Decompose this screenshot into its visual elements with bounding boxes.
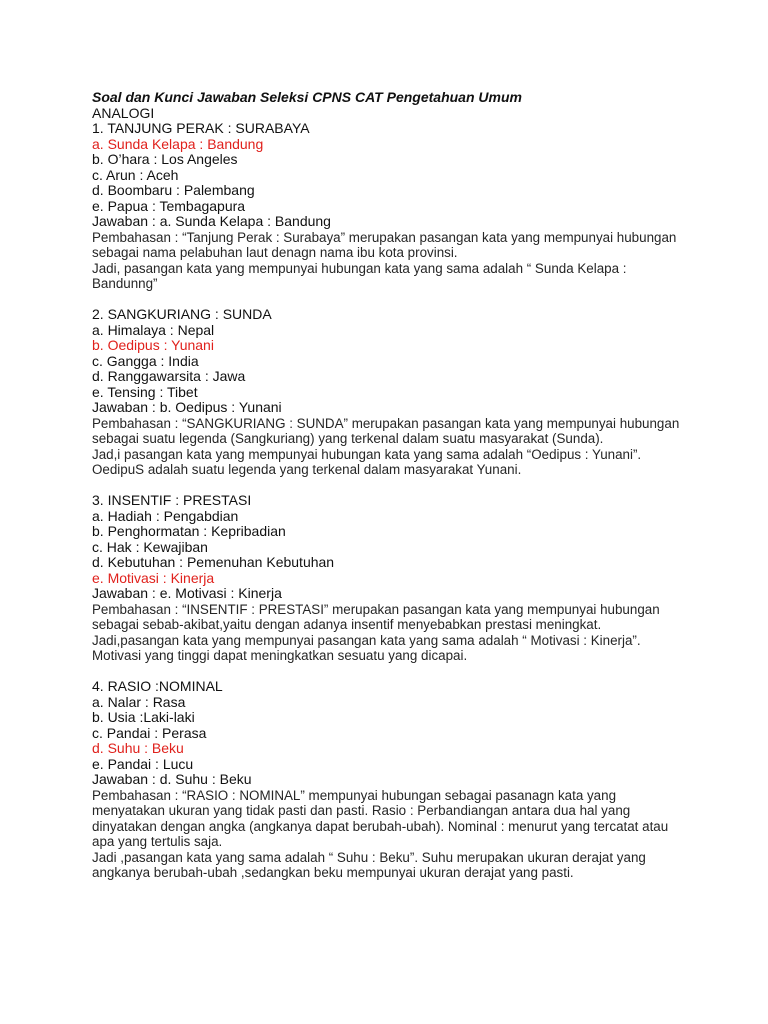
explanation-text: Pembahasan : “SANGKURIANG : SUNDA” merupakan pasangan kata yang mempunyai hubungan sebagai suatu legenda (Sangkuriang) yang terkenal dalam suatu masyarakat (Sunda).: [92, 415, 680, 446]
document-title: Soal dan Kunci Jawaban Seleksi CPNS CAT Pengetahuan Umum: [92, 89, 522, 105]
answer-option: a. Hadiah : Pengabdian: [92, 507, 239, 524]
answer-option: e. Pandai : Lucu: [92, 755, 194, 772]
explanation-text: Pembahasan : “RASIO : NOMINAL” mempunyai hubungan sebagai pasanagn kata yang menyatakan ukuran yang tidak pasti dan pasti. Rasio : Perbandiangan antara dua hal yang dinyatakan dengan angka (angkanya dapat berubah-ubah). Nominal : menurut yang tercatat atau apa yang tertulis saja.: [92, 787, 669, 849]
answer-option-correct: b. Oedipus : Yunani: [92, 337, 214, 353]
answer-option: b. O’hara : Los Angeles: [92, 151, 238, 167]
answer-option: b. Penghormatan : Kepribadian: [92, 523, 286, 539]
question-block: [92, 307, 692, 478]
answer-option-correct: d. Suhu : Beku: [92, 740, 184, 756]
spacer: [92, 292, 692, 308]
explanation-text: Pembahasan : “INSENTIF : PRESTASI” merupakan pasangan kata yang mempunyai hubungan sebagai sebab-akibat,yaitu dengan adanya insentif menyebabkan prestasi meningkat.: [92, 601, 660, 632]
answer-option-correct: a. Sunda Kelapa : Bandung: [92, 135, 264, 152]
answer-key: Jawaban : e. Motivasi : Kinerja: [92, 585, 282, 601]
answer-option: d. Kebutuhan : Pemenuhan Kebutuhan: [92, 554, 335, 570]
answer-option: c. Arun : Aceh: [92, 166, 179, 183]
answer-option: e. Tensing : Tibet: [92, 383, 198, 400]
answer-option: d. Ranggawarsita : Jawa: [92, 368, 246, 384]
answer-key: Jawaban : d. Suhu : Beku: [92, 771, 252, 787]
explanation-conclusion: Jad,i pasangan kata yang mempunyai hubungan kata yang sama adalah “Oedipus : Yunani”. OedipuS adalah suatu legenda yang terkenal dalam masyarakat Yunani.: [92, 446, 642, 477]
explanation-text: Pembahasan : “Tanjung Perak : Surabaya” merupakan pasangan kata yang mempunyai hubungan sebagai nama pelabuhan laut denagn nama ibu kota provinsi.: [92, 229, 677, 260]
question-text: 1. TANJUNG PERAK : SURABAYA: [92, 120, 310, 136]
answer-key: Jawaban : b. Oedipus : Yunani: [92, 399, 282, 415]
explanation-conclusion: Jadi, pasangan kata yang mempunyai hubungan kata yang sama adalah “ Sunda Kelapa : Bandunng”: [92, 260, 627, 291]
section-heading: ANALOGI: [92, 104, 155, 121]
answer-key: Jawaban : a. Sunda Kelapa : Bandung: [92, 213, 331, 229]
answer-option: a. Nalar : Rasa: [92, 693, 186, 710]
question-block: [92, 121, 692, 292]
answer-option: c. Hak : Kewajiban: [92, 538, 208, 555]
question-text: 4. RASIO :NOMINAL: [92, 678, 223, 694]
question-block: [92, 493, 692, 664]
answer-option: d. Boombaru : Palembang: [92, 182, 255, 198]
answer-option: e. Papua : Tembagapura: [92, 197, 246, 214]
answer-option: c. Gangga : India: [92, 352, 199, 369]
answer-option: c. Pandai : Perasa: [92, 724, 207, 741]
explanation-conclusion: Jadi ,pasangan kata yang sama adalah “ Suhu : Beku”. Suhu merupakan ukuran derajat yang angkanya berubah-ubah ,sedangkan beku mempunyai ukuran derajat yang pasti.: [92, 849, 646, 880]
spacer: [92, 478, 692, 494]
spacer: [92, 664, 692, 680]
question-text: 3. INSENTIF : PRESTASI: [92, 492, 252, 508]
explanation-conclusion: Jadi,pasangan kata yang mempunyai pasangan kata yang sama adalah “ Motivasi : Kinerja”. Motivasi yang tinggi dapat meningkatkan sesuatu yang dicapai.: [92, 632, 641, 663]
answer-option: b. Usia :Laki-laki: [92, 709, 195, 725]
document-page: [92, 90, 692, 881]
answer-option-correct: e. Motivasi : Kinerja: [92, 569, 215, 586]
question-block: [92, 679, 692, 881]
answer-option: a. Himalaya : Nepal: [92, 321, 215, 338]
question-text: 2. SANGKURIANG : SUNDA: [92, 306, 272, 322]
